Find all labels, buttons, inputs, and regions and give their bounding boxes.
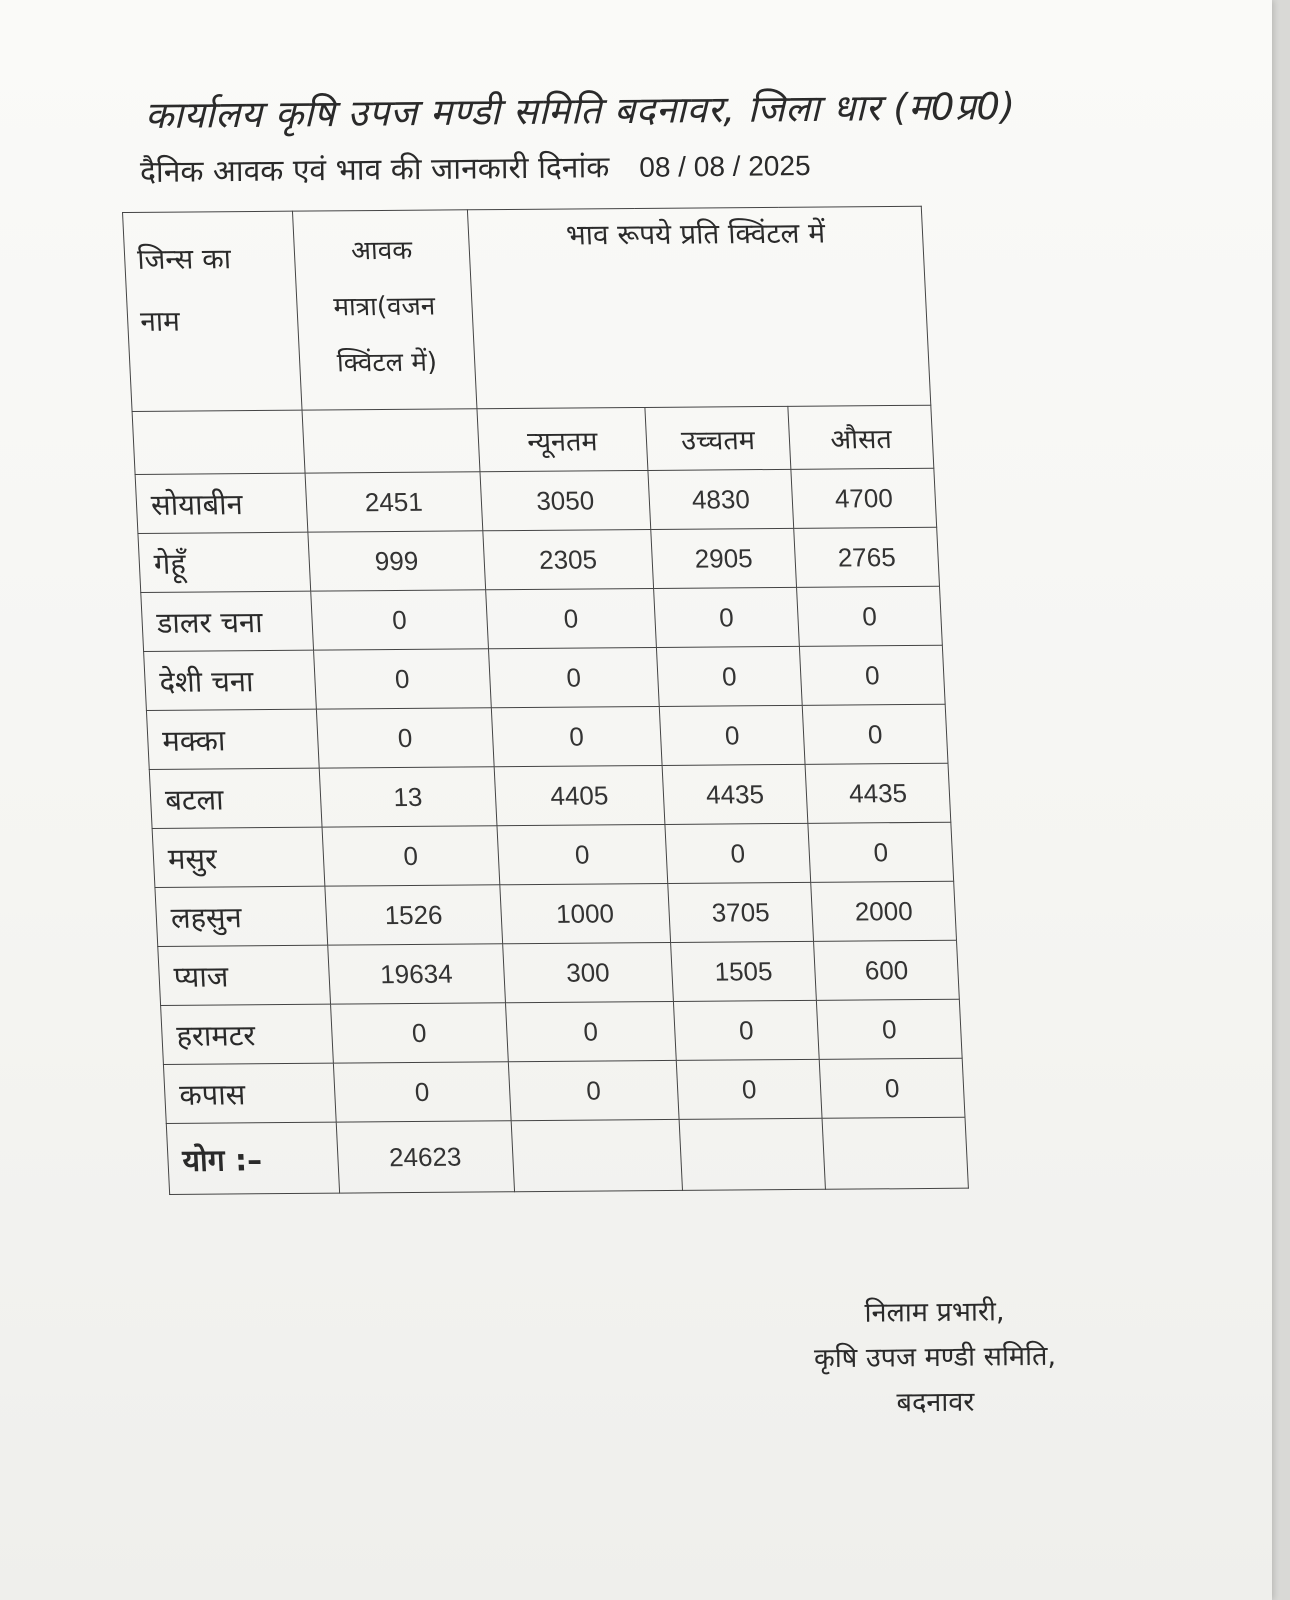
arrival-qty: 0 <box>313 649 491 709</box>
min-price: 0 <box>491 706 662 766</box>
arrival-qty: 0 <box>310 590 488 650</box>
signature-block <box>789 1288 1080 1426</box>
header-commodity-name <box>123 211 302 411</box>
total-blank-min <box>511 1119 682 1191</box>
total-qty: 24623 <box>336 1121 515 1193</box>
avg-price: 2000 <box>811 881 957 941</box>
avg-price: 600 <box>814 940 960 1000</box>
commodity-name: देशी चना <box>144 650 316 710</box>
signature-line-3: बदनावर <box>896 1386 975 1419</box>
avg-price: 4700 <box>791 468 937 528</box>
header-commodity-line2: नाम <box>139 304 181 338</box>
header-blank-qty <box>302 409 480 473</box>
min-price: 0 <box>486 588 657 648</box>
avg-price: 0 <box>802 704 948 764</box>
max-price: 0 <box>653 587 799 647</box>
max-price: 0 <box>665 823 811 883</box>
max-price: 0 <box>676 1059 822 1119</box>
rates-table-wrapper <box>122 206 969 1195</box>
table-row <box>138 527 940 592</box>
avg-price: 0 <box>800 645 946 705</box>
avg-price: 0 <box>808 822 954 882</box>
subtitle-text: दैनिक आवक एवं भाव की जानकारी दिनांक <box>139 150 610 190</box>
arrival-qty: 999 <box>308 531 486 591</box>
avg-price: 0 <box>817 999 963 1059</box>
report-subtitle <box>140 143 811 191</box>
table-row <box>135 468 937 533</box>
min-price: 0 <box>488 647 659 707</box>
header-commodity-line1: जिन्स का <box>136 242 232 276</box>
total-label: योग :– <box>166 1122 339 1194</box>
header-max: उच्चतम <box>645 406 791 470</box>
avg-price: 2765 <box>794 527 940 587</box>
max-price: 0 <box>656 646 802 706</box>
max-price: 0 <box>673 1000 819 1060</box>
avg-price: 4435 <box>805 763 951 823</box>
commodity-name: हरामटर <box>161 1004 333 1064</box>
commodity-name: डालर चना <box>141 591 313 651</box>
table-row <box>155 881 957 946</box>
commodity-name: प्याज <box>158 945 330 1005</box>
arrival-qty: 0 <box>316 708 494 768</box>
max-price: 1505 <box>670 941 816 1001</box>
table-row <box>163 1058 965 1123</box>
total-blank-avg <box>822 1117 968 1189</box>
arrival-qty: 0 <box>333 1062 511 1122</box>
max-price: 4830 <box>648 469 794 529</box>
arrival-qty: 2451 <box>305 472 483 532</box>
min-price: 3050 <box>480 470 651 530</box>
table-row <box>149 763 951 828</box>
header-row-2 <box>132 405 934 474</box>
header-qty-line2: मात्रा(वजन <box>332 291 436 323</box>
min-price: 300 <box>503 942 674 1002</box>
min-price: 0 <box>497 824 668 884</box>
table-row <box>141 586 943 651</box>
table-row <box>144 645 946 710</box>
total-row <box>166 1117 968 1194</box>
header-qty-line1: आवक <box>350 235 413 267</box>
avg-price: 0 <box>819 1058 965 1118</box>
arrival-qty: 0 <box>322 826 500 886</box>
max-price: 4435 <box>662 764 808 824</box>
header-arrival-quantity <box>292 210 477 410</box>
commodity-name: मसुर <box>152 827 324 887</box>
table-row <box>158 940 960 1005</box>
arrival-qty: 19634 <box>327 944 505 1004</box>
max-price: 3705 <box>668 882 814 942</box>
header-qty-line3: क्विंटल में) <box>336 347 438 379</box>
commodity-name: मक्का <box>146 709 318 769</box>
arrival-qty: 1526 <box>325 885 503 945</box>
commodity-name: लहसुन <box>155 886 327 946</box>
rates-table <box>122 206 969 1195</box>
commodity-name: सोयाबीन <box>135 473 307 533</box>
min-price: 4405 <box>494 765 665 825</box>
total-blank-max <box>679 1118 826 1190</box>
header-avg: औसत <box>788 405 934 469</box>
header-row-1 <box>123 206 931 411</box>
max-price: 0 <box>659 705 805 765</box>
header-price-per-quintal: भाव रूपये प्रति क्विंटल में <box>467 206 931 409</box>
office-title: कार्यालय कृषि उपज मण्डी समिति बदनावर, जिला धार (म0प्र0) <box>144 84 1016 137</box>
min-price: 2305 <box>483 529 654 589</box>
table-row <box>152 822 954 887</box>
signature-line-2: कृषि उपज मण्डी समिति, <box>813 1340 1057 1375</box>
signature-line-1: निलाम प्रभारी, <box>864 1296 1005 1329</box>
min-price: 0 <box>508 1060 679 1120</box>
commodity-name: गेहूँ <box>138 532 310 592</box>
min-price: 0 <box>505 1001 676 1061</box>
min-price: 1000 <box>500 883 671 943</box>
max-price: 2905 <box>651 528 797 588</box>
commodity-name: कपास <box>163 1063 335 1123</box>
report-date: 08 / 08 / 2025 <box>639 149 811 183</box>
arrival-qty: 13 <box>319 767 497 827</box>
table-row <box>161 999 963 1064</box>
table-row <box>146 704 948 769</box>
header-blank-name <box>132 410 305 474</box>
arrival-qty: 0 <box>330 1003 508 1063</box>
commodity-name: बटला <box>149 768 321 828</box>
header-min: न्यूनतम <box>477 407 648 471</box>
avg-price: 0 <box>797 586 943 646</box>
